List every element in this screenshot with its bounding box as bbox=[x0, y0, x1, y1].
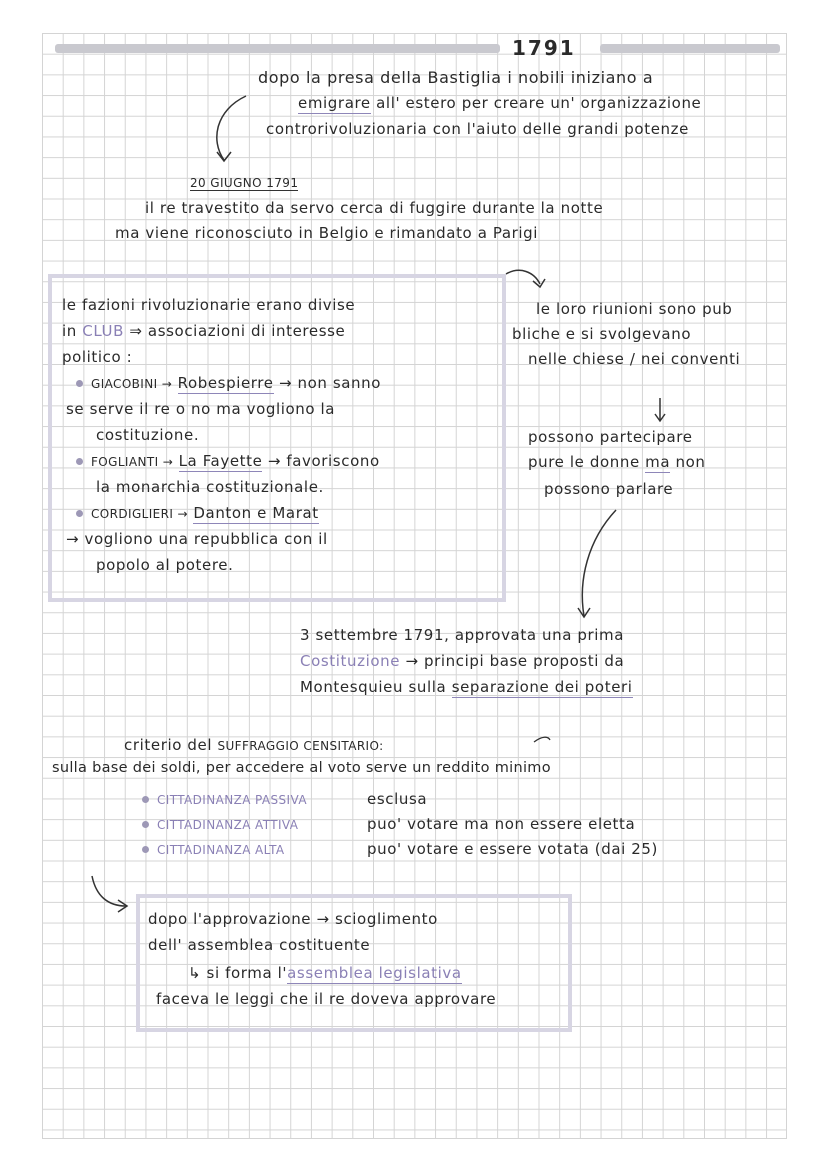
robespierre-name: Robespierre bbox=[177, 374, 274, 392]
passiva-desc: esclusa bbox=[367, 790, 428, 808]
separazione-poteri: separazione dei poteri bbox=[451, 678, 633, 696]
alta-label: CITTADINANZA ALTA bbox=[157, 843, 285, 857]
arrow-women-to-constitution bbox=[582, 510, 616, 616]
factions-line-3: politico : bbox=[62, 348, 133, 366]
flight-date: 20 GIUGNO 1791 bbox=[190, 176, 299, 190]
foglianti-line-2: la monarchia costituzionale. bbox=[96, 478, 324, 496]
constitution-line-2-rest: → principi base proposti da bbox=[405, 652, 625, 670]
emigrare-word: emigrare bbox=[298, 94, 371, 112]
ma-word: ma bbox=[645, 453, 671, 471]
assembly-line-1: dopo l'approvazione → scioglimento bbox=[148, 910, 438, 928]
cordiglieri-line-3: popolo al potere. bbox=[96, 556, 234, 574]
constitution-line-1: 3 settembre 1791, approvata una prima bbox=[300, 626, 625, 644]
factions-in: in bbox=[62, 322, 77, 340]
flight-line-1: il re travestito da servo cerca di fuggire durante la notte bbox=[145, 199, 604, 217]
meetings-line-1: le loro riunioni sono pub bbox=[536, 300, 733, 318]
assembly-line-2: dell' assemblea costituente bbox=[148, 936, 371, 954]
page-title: 1791 bbox=[512, 36, 576, 60]
cordiglieri-line-2: → vogliono una repubblica con il bbox=[66, 530, 328, 548]
meetings-line-3: nelle chiese / nei conventi bbox=[528, 350, 741, 368]
giacobini-line-3: costituzione. bbox=[96, 426, 200, 444]
alta-desc: puo' votare e essere votata (dai 25) bbox=[367, 840, 658, 858]
passiva-label: CITTADINANZA PASSIVA bbox=[157, 793, 307, 807]
danton-marat-name: Danton e Marat bbox=[193, 504, 319, 522]
intro-line-2-rest: all' estero per creare un' organizzazione bbox=[376, 94, 702, 112]
flight-line-2: ma viene riconosciuto in Belgio e rimandato a Parigi bbox=[115, 224, 539, 242]
giacobini-line-2: se serve il re o no ma vogliono la bbox=[66, 400, 336, 418]
women-line-3: possono parlare bbox=[544, 480, 674, 498]
club-word: CLUB bbox=[82, 322, 125, 340]
lafayette-name: La Fayette bbox=[178, 452, 263, 470]
costituzione-word: Costituzione bbox=[300, 652, 401, 670]
cordiglieri-name: CORDIGLIERI → bbox=[91, 507, 188, 521]
attiva-label: CITTADINANZA ATTIVA bbox=[157, 818, 299, 832]
giacobini-rest: → non sanno bbox=[278, 374, 382, 392]
intro-line-1: dopo la presa della Bastiglia i nobili iniziano a bbox=[258, 68, 654, 87]
foglianti-name: FOGLIANTI → bbox=[91, 455, 174, 469]
giacobini-name: GIACOBINI → bbox=[91, 377, 173, 391]
montesquieu-text: Montesquieu sulla bbox=[300, 678, 447, 696]
intro-line-3: controrivoluzionaria con l'aiuto delle grandi potenze bbox=[266, 120, 689, 138]
attiva-desc: puo' votare ma non essere eletta bbox=[367, 815, 636, 833]
suffrage-line-2: sulla base dei soldi, per accedere al voto serve un reddito minimo bbox=[52, 760, 551, 776]
criterio-text: criterio del bbox=[124, 736, 213, 754]
factions-line-2-rest: ⇒ associazioni di interesse bbox=[129, 322, 346, 340]
women-line-2-a: pure le donne bbox=[528, 453, 640, 471]
arrow-constitution-to-suffrage bbox=[534, 737, 550, 742]
women-line-1: possono partecipare bbox=[528, 428, 693, 446]
women-line-2-b: non bbox=[675, 453, 706, 471]
assemblea-legislativa: assemblea legislativa bbox=[287, 964, 462, 982]
arrow-intro-to-flight bbox=[217, 96, 246, 160]
si-forma-text: ↳ si forma l' bbox=[188, 964, 288, 982]
assembly-line-4: faceva le leggi che il re doveva approvare bbox=[156, 990, 497, 1008]
foglianti-rest: → favoriscono bbox=[267, 452, 380, 470]
suffraggio-label: SUFFRAGGIO CENSITARIO: bbox=[217, 739, 384, 753]
factions-line-1: le fazioni rivoluzionarie erano divise bbox=[62, 296, 356, 314]
meetings-line-2: bliche e si svolgevano bbox=[512, 325, 692, 343]
